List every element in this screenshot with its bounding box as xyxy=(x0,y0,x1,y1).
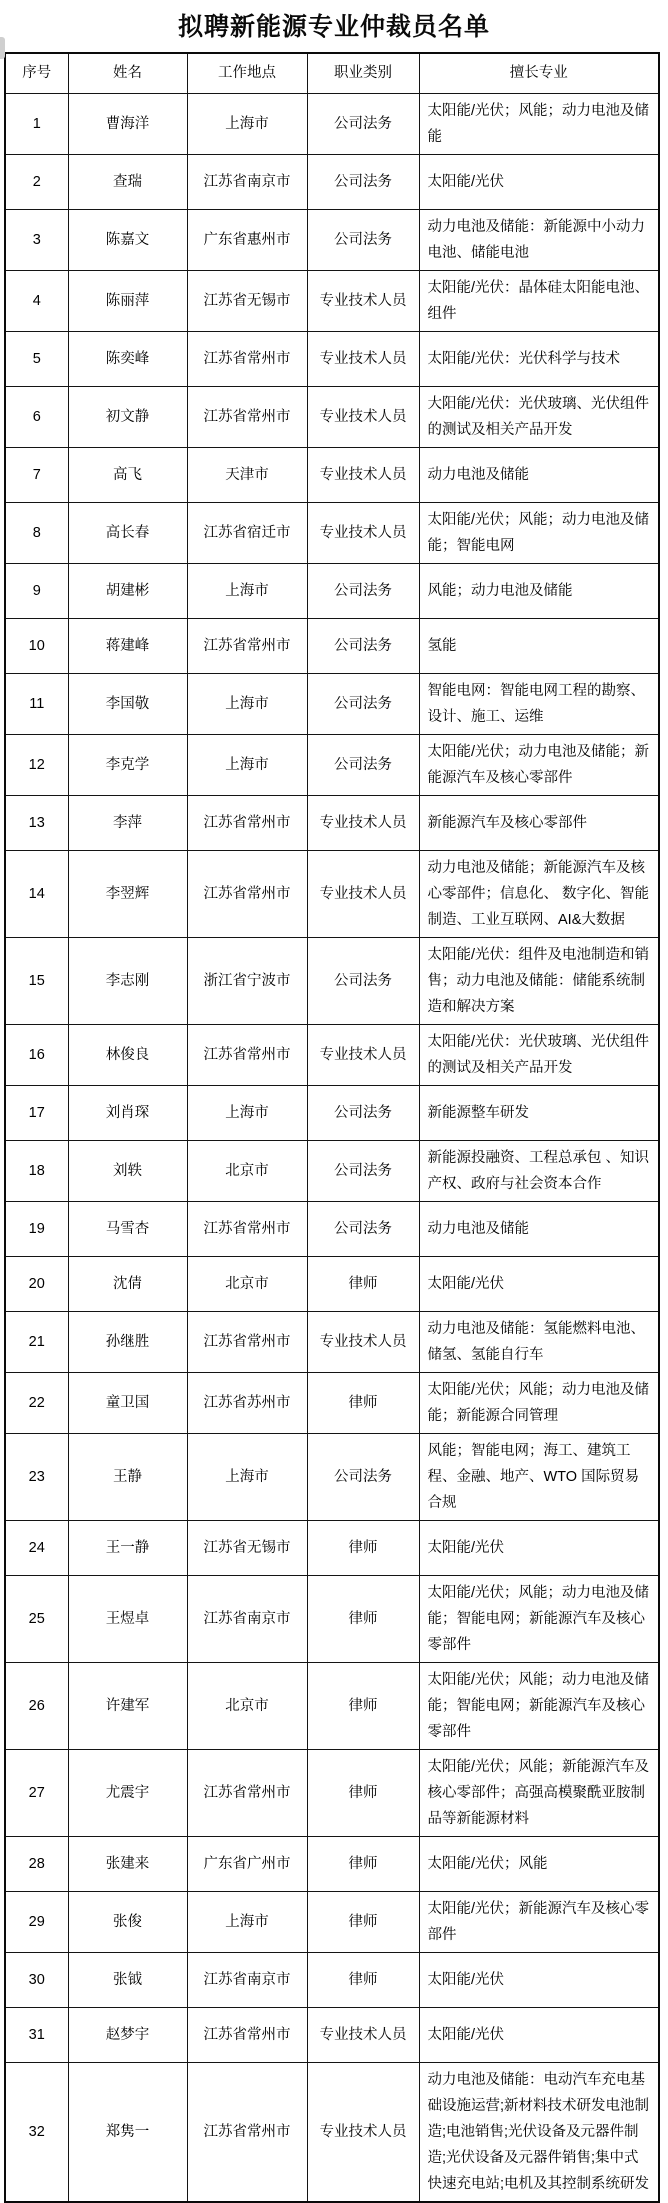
cell-name: 张钺 xyxy=(68,1952,187,2007)
cell-category: 律师 xyxy=(307,1836,419,1891)
cell-name: 张俊 xyxy=(68,1891,187,1952)
cell-no: 11 xyxy=(5,673,68,734)
cell-name: 陈嘉文 xyxy=(68,209,187,270)
table-row xyxy=(5,1024,659,1085)
cell-category: 律师 xyxy=(307,1256,419,1311)
cell-no: 5 xyxy=(5,331,68,386)
cell-name: 李志刚 xyxy=(68,937,187,1024)
cell-name: 李国敬 xyxy=(68,673,187,734)
header-cell-no: 序号 xyxy=(5,53,68,93)
table-row xyxy=(5,563,659,618)
cell-specialty: 新能源投融资、工程总承包 、知识产权、政府与社会资本合作 xyxy=(419,1140,659,1201)
cell-specialty: 太阳能/光伏：组件及电池制造和销售；动力电池及储能：储能系统制造和解决方案 xyxy=(419,937,659,1024)
cell-no: 6 xyxy=(5,386,68,447)
cell-specialty: 风能；动力电池及储能 xyxy=(419,563,659,618)
cell-specialty: 太阳能/光伏 xyxy=(419,1520,659,1575)
cell-category: 公司法务 xyxy=(307,937,419,1024)
cell-no: 8 xyxy=(5,502,68,563)
cell-specialty: 太阳能/光伏：晶体硅太阳能电池、组件 xyxy=(419,270,659,331)
cell-no: 10 xyxy=(5,618,68,673)
cell-name: 童卫国 xyxy=(68,1372,187,1433)
cell-no: 9 xyxy=(5,563,68,618)
cell-location: 江苏省苏州市 xyxy=(187,1372,307,1433)
cell-no: 31 xyxy=(5,2007,68,2062)
cell-category: 公司法务 xyxy=(307,618,419,673)
cell-specialty: 动力电池及储能 xyxy=(419,447,659,502)
cell-no: 17 xyxy=(5,1085,68,1140)
cell-no: 30 xyxy=(5,1952,68,2007)
cell-specialty: 太阳能/光伏；风能；动力电池及储能；新能源合同管理 xyxy=(419,1372,659,1433)
cell-category: 公司法务 xyxy=(307,154,419,209)
cell-location: 江苏省常州市 xyxy=(187,386,307,447)
cell-specialty: 新能源汽车及核心零部件 xyxy=(419,795,659,850)
cell-no: 23 xyxy=(5,1433,68,1520)
cell-location: 江苏省无锡市 xyxy=(187,270,307,331)
cell-no: 15 xyxy=(5,937,68,1024)
cell-category: 公司法务 xyxy=(307,93,419,154)
table-row xyxy=(5,154,659,209)
cell-specialty: 太阳能/光伏 xyxy=(419,2007,659,2062)
cell-location: 江苏省常州市 xyxy=(187,2062,307,2202)
cell-location: 江苏省常州市 xyxy=(187,1024,307,1085)
cell-location: 江苏省无锡市 xyxy=(187,1520,307,1575)
table-row xyxy=(5,1749,659,1836)
cell-specialty: 智能电网：智能电网工程的勘察、设计、施工、运维 xyxy=(419,673,659,734)
cell-location: 北京市 xyxy=(187,1140,307,1201)
cell-name: 张建来 xyxy=(68,1836,187,1891)
cell-specialty: 太阳能/光伏；风能；动力电池及储能 xyxy=(419,93,659,154)
cell-category: 律师 xyxy=(307,1891,419,1952)
cell-no: 29 xyxy=(5,1891,68,1952)
cell-location: 北京市 xyxy=(187,1256,307,1311)
cell-category: 律师 xyxy=(307,1372,419,1433)
cell-category: 专业技术人员 xyxy=(307,2062,419,2202)
cell-category: 专业技术人员 xyxy=(307,795,419,850)
cell-specialty: 动力电池及储能：电动汽车充电基础设施运营;新材料技术研发电池制造;电池销售;光伏设备及元器件制造;光伏设备及元器件销售;集中式快速充电站;电机及其控制系统研发 xyxy=(419,2062,659,2202)
table-row xyxy=(5,1311,659,1372)
cell-category: 公司法务 xyxy=(307,1085,419,1140)
cell-location: 江苏省常州市 xyxy=(187,2007,307,2062)
cell-location: 江苏省常州市 xyxy=(187,795,307,850)
cell-location: 天津市 xyxy=(187,447,307,502)
cell-category: 专业技术人员 xyxy=(307,502,419,563)
cell-name: 刘轶 xyxy=(68,1140,187,1201)
cell-no: 13 xyxy=(5,795,68,850)
cell-location: 浙江省宁波市 xyxy=(187,937,307,1024)
cell-category: 公司法务 xyxy=(307,1201,419,1256)
cell-location: 江苏省南京市 xyxy=(187,154,307,209)
cell-category: 专业技术人员 xyxy=(307,1024,419,1085)
cell-no: 25 xyxy=(5,1575,68,1662)
cell-name: 胡建彬 xyxy=(68,563,187,618)
table-row xyxy=(5,2062,659,2202)
cell-no: 7 xyxy=(5,447,68,502)
cell-name: 高飞 xyxy=(68,447,187,502)
cell-category: 公司法务 xyxy=(307,734,419,795)
cell-category: 专业技术人员 xyxy=(307,331,419,386)
table-row xyxy=(5,502,659,563)
cell-category: 律师 xyxy=(307,1662,419,1749)
table-row xyxy=(5,209,659,270)
cell-location: 江苏省宿迁市 xyxy=(187,502,307,563)
cell-no: 24 xyxy=(5,1520,68,1575)
table-row xyxy=(5,850,659,937)
table-row xyxy=(5,386,659,447)
table-row xyxy=(5,734,659,795)
cell-no: 16 xyxy=(5,1024,68,1085)
cell-name: 郑隽一 xyxy=(68,2062,187,2202)
cell-name: 孙继胜 xyxy=(68,1311,187,1372)
cell-category: 律师 xyxy=(307,1749,419,1836)
table-row xyxy=(5,1520,659,1575)
cell-no: 12 xyxy=(5,734,68,795)
cell-name: 沈倩 xyxy=(68,1256,187,1311)
cell-no: 22 xyxy=(5,1372,68,1433)
cell-specialty: 氢能 xyxy=(419,618,659,673)
cell-name: 李翌辉 xyxy=(68,850,187,937)
cell-name: 许建军 xyxy=(68,1662,187,1749)
table-row xyxy=(5,795,659,850)
cell-specialty: 太阳能/光伏；动力电池及储能；新能源汽车及核心零部件 xyxy=(419,734,659,795)
cell-name: 陈丽萍 xyxy=(68,270,187,331)
cell-location: 江苏省常州市 xyxy=(187,850,307,937)
cell-specialty: 动力电池及储能 xyxy=(419,1201,659,1256)
cell-location: 广东省惠州市 xyxy=(187,209,307,270)
cell-specialty: 动力电池及储能：新能源中小动力电池、储能电池 xyxy=(419,209,659,270)
table-row xyxy=(5,1836,659,1891)
arbitrator-roster-table xyxy=(4,52,660,2203)
page-title: 拟聘新能源专业仲裁员名单 xyxy=(177,13,490,41)
table-row xyxy=(5,2007,659,2062)
cell-no: 2 xyxy=(5,154,68,209)
cell-category: 专业技术人员 xyxy=(307,447,419,502)
cell-no: 3 xyxy=(5,209,68,270)
cell-name: 王煜卓 xyxy=(68,1575,187,1662)
cell-no: 20 xyxy=(5,1256,68,1311)
table-row xyxy=(5,1662,659,1749)
cell-specialty: 太阳能/光伏：光伏玻璃、光伏组件的测试及相关产品开发 xyxy=(419,1024,659,1085)
cell-location: 上海市 xyxy=(187,1085,307,1140)
cell-name: 王静 xyxy=(68,1433,187,1520)
cell-name: 高长春 xyxy=(68,502,187,563)
cell-specialty: 太阳能/光伏 xyxy=(419,1952,659,2007)
cell-name: 李萍 xyxy=(68,795,187,850)
cell-category: 公司法务 xyxy=(307,1140,419,1201)
table-row xyxy=(5,1140,659,1201)
cell-no: 27 xyxy=(5,1749,68,1836)
cell-category: 律师 xyxy=(307,1575,419,1662)
header-cell-name: 姓名 xyxy=(68,53,187,93)
cell-category: 专业技术人员 xyxy=(307,2007,419,2062)
cell-specialty: 动力电池及储能；新能源汽车及核心零部件；信息化、 数字化、智能制造、工业互联网、AI&大数据 xyxy=(419,850,659,937)
cell-specialty: 太阳能/光伏；风能；动力电池及储能；智能电网；新能源汽车及核心零部件 xyxy=(419,1575,659,1662)
cell-location: 上海市 xyxy=(187,1433,307,1520)
table-row xyxy=(5,1201,659,1256)
cell-location: 江苏省南京市 xyxy=(187,1575,307,1662)
cell-location: 广东省广州市 xyxy=(187,1836,307,1891)
cell-location: 北京市 xyxy=(187,1662,307,1749)
cell-name: 陈奕峰 xyxy=(68,331,187,386)
cell-specialty: 太阳能/光伏；风能；动力电池及储能；智能电网；新能源汽车及核心零部件 xyxy=(419,1662,659,1749)
cell-name: 李克学 xyxy=(68,734,187,795)
header-cell-specialty: 擅长专业 xyxy=(419,53,659,93)
table-row xyxy=(5,1433,659,1520)
cell-no: 19 xyxy=(5,1201,68,1256)
cell-no: 26 xyxy=(5,1662,68,1749)
cell-specialty: 太阳能/光伏 xyxy=(419,1256,659,1311)
cell-name: 林俊良 xyxy=(68,1024,187,1085)
cell-category: 公司法务 xyxy=(307,563,419,618)
table-row xyxy=(5,937,659,1024)
cell-specialty: 太阳能/光伏；新能源汽车及核心零部件 xyxy=(419,1891,659,1952)
table-row xyxy=(5,1575,659,1662)
table-row xyxy=(5,1952,659,2007)
cell-specialty: 太阳能/光伏；风能 xyxy=(419,1836,659,1891)
cell-no: 21 xyxy=(5,1311,68,1372)
table-row xyxy=(5,1085,659,1140)
cell-category: 专业技术人员 xyxy=(307,386,419,447)
cell-location: 江苏省常州市 xyxy=(187,1311,307,1372)
cell-location: 上海市 xyxy=(187,93,307,154)
table-row xyxy=(5,618,659,673)
table-row xyxy=(5,93,659,154)
cell-location: 上海市 xyxy=(187,563,307,618)
cell-location: 上海市 xyxy=(187,734,307,795)
cell-name: 曹海洋 xyxy=(68,93,187,154)
table-row xyxy=(5,1891,659,1952)
cell-name: 马雪杏 xyxy=(68,1201,187,1256)
table-row xyxy=(5,270,659,331)
table-row xyxy=(5,331,659,386)
cell-category: 专业技术人员 xyxy=(307,270,419,331)
cell-name: 初文静 xyxy=(68,386,187,447)
cell-name: 赵梦宇 xyxy=(68,2007,187,2062)
cell-name: 王一静 xyxy=(68,1520,187,1575)
table-row xyxy=(5,673,659,734)
cell-specialty: 太阳能/光伏：光伏科学与技术 xyxy=(419,331,659,386)
cell-location: 江苏省常州市 xyxy=(187,331,307,386)
table-row xyxy=(5,1256,659,1311)
cell-location: 江苏省常州市 xyxy=(187,618,307,673)
cell-no: 1 xyxy=(5,93,68,154)
table-row xyxy=(5,447,659,502)
cell-name: 查瑞 xyxy=(68,154,187,209)
cell-category: 公司法务 xyxy=(307,1433,419,1520)
cell-name: 蒋建峰 xyxy=(68,618,187,673)
cell-category: 专业技术人员 xyxy=(307,850,419,937)
cell-location: 江苏省常州市 xyxy=(187,1749,307,1836)
cell-location: 上海市 xyxy=(187,1891,307,1952)
page-edge-artifact xyxy=(0,37,5,59)
cell-category: 公司法务 xyxy=(307,673,419,734)
cell-specialty: 太阳能/光伏；风能；动力电池及储能；智能电网 xyxy=(419,502,659,563)
cell-location: 上海市 xyxy=(187,673,307,734)
cell-no: 4 xyxy=(5,270,68,331)
cell-category: 律师 xyxy=(307,1520,419,1575)
cell-specialty: 大阳能/光伏：光伏玻璃、光伏组件的测试及相关产品开发 xyxy=(419,386,659,447)
cell-location: 江苏省常州市 xyxy=(187,1201,307,1256)
cell-category: 专业技术人员 xyxy=(307,1311,419,1372)
cell-location: 江苏省南京市 xyxy=(187,1952,307,2007)
cell-specialty: 太阳能/光伏；风能；新能源汽车及核心零部件；高强高模聚酰亚胺制品等新能源材料 xyxy=(419,1749,659,1836)
cell-category: 律师 xyxy=(307,1952,419,2007)
header-cell-location: 工作地点 xyxy=(187,53,307,93)
cell-specialty: 风能；智能电网；海工、建筑工程、金融、地产、WTO 国际贸易合规 xyxy=(419,1433,659,1520)
header-cell-category: 职业类别 xyxy=(307,53,419,93)
table-header-row xyxy=(5,53,659,93)
table-row xyxy=(5,1372,659,1433)
cell-no: 14 xyxy=(5,850,68,937)
cell-name: 尤震宇 xyxy=(68,1749,187,1836)
cell-name: 刘肖琛 xyxy=(68,1085,187,1140)
cell-specialty: 太阳能/光伏 xyxy=(419,154,659,209)
cell-no: 32 xyxy=(5,2062,68,2202)
cell-category: 公司法务 xyxy=(307,209,419,270)
cell-specialty: 新能源整车研发 xyxy=(419,1085,659,1140)
cell-no: 18 xyxy=(5,1140,68,1201)
cell-no: 28 xyxy=(5,1836,68,1891)
cell-specialty: 动力电池及储能：氢能燃料电池、储氢、氢能自行车 xyxy=(419,1311,659,1372)
